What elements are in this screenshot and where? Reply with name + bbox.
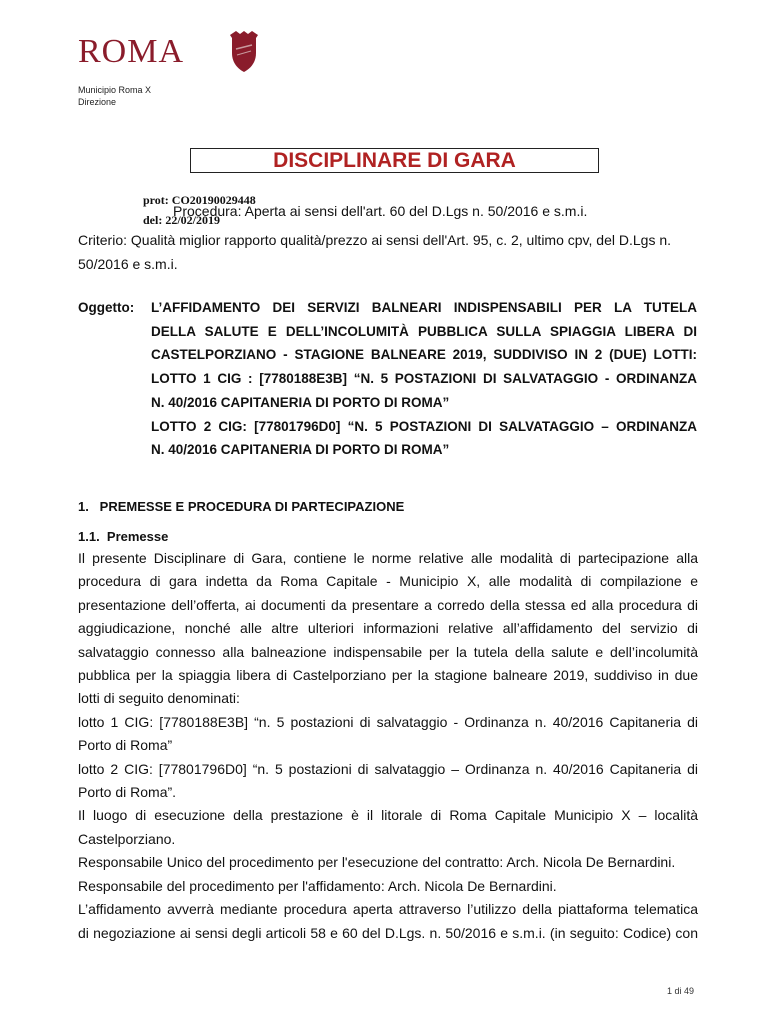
protocol-date: del: 22/02/2019 — [143, 213, 220, 227]
criterio-text: Criterio: Qualità miglior rapporto qualità/prezzo ai sensi dell'Art. 95, c. 2, ultimo cpv, del D.Lgs n. 50/2016 e s.m.i. — [78, 232, 672, 272]
oggetto-line: LOTTO 1 CIG : [7780188E3B] “N. 5 POSTAZIONI DI SALVATAGGIO - ORDINANZA — [151, 371, 697, 387]
body-line: aggiudicazione, nonché alle altre ulteriori informazioni relative all’affidamento del servizio di — [78, 620, 698, 637]
oggetto-line: N. 40/2016 CAPITANERIA DI PORTO DI ROMA” — [151, 442, 450, 458]
oggetto-line: L’AFFIDAMENTO DEI SERVIZI BALNEARI INDISPENSABILI PER LA TUTELA — [151, 300, 697, 315]
oggetto-body — [151, 296, 697, 462]
body-line: lotti di seguito denominati: — [78, 690, 240, 707]
body-line: di negoziazione ai sensi degli articoli 58 e 60 del D.Lgs. n. 50/2016 e s.m.i. (in seguito: Codice) con — [78, 924, 698, 941]
section-heading-1-1: 1.1. Premesse — [78, 529, 169, 544]
body-line: Responsabile Unico del procedimento per l'esecuzione del contratto: Arch. Nicola De Bernardini. — [78, 854, 676, 871]
logo-text: ROMA — [78, 33, 185, 70]
body-line: salvataggio connesso alla balneazione indispensabile per la tutela della salute e dell’incolumità — [78, 643, 698, 660]
page-number: 1 di 49 — [667, 986, 695, 996]
protocol-number: prot: CO20190029448 — [143, 193, 256, 207]
body-line: procedura di gara indetta da Roma Capitale - Municipio X, alle modalità di compilazione e — [78, 573, 698, 590]
body-text — [78, 547, 698, 945]
body-line: Castelporziano. — [78, 830, 176, 847]
body-line: Porto di Roma” — [78, 737, 173, 754]
body-line: Responsabile del procedimento per l'affidamento: Arch. Nicola De Bernardini. — [78, 877, 557, 894]
body-line: lotto 2 CIG: [77801796D0] “n. 5 postazioni di salvataggio – Ordinanza n. 40/2016 Capitaneria di — [78, 760, 698, 777]
procedura-text: Procedura: Aperta ai sensi dell'art. 60 del D.Lgs n. 50/2016 e s.m.i. — [173, 203, 588, 219]
oggetto-line: CASTELPORZIANO - STAGIONE BALNEARE 2019, SUDDIVISO IN 2 (DUE) LOTTI: — [151, 347, 697, 363]
body-line: presentazione dell’offerta, ai documenti da presentare a corredo della stessa ed alla procedura di — [78, 596, 698, 613]
section-heading-1: 1. PREMESSE E PROCEDURA DI PARTECIPAZIONE — [78, 499, 405, 514]
body-line: lotto 1 CIG: [7780188E3B] “n. 5 postazioni di salvataggio - Ordinanza n. 40/2016 Capitaneria di — [78, 713, 698, 730]
oggetto-line: LOTTO 2 CIG: [77801796D0] “N. 5 POSTAZIONI DI SALVATAGGIO – ORDINANZA — [151, 418, 697, 434]
office-line-2: Direzione — [78, 97, 117, 107]
document-title: DISCIPLINARE DI GARA — [273, 149, 516, 172]
body-line: pubblica per la spiaggia libera di Castelporziano per la stagione balneare 2019, suddiviso in due — [78, 667, 698, 684]
roma-crest-icon — [226, 31, 262, 73]
oggetto-label: Oggetto: — [78, 300, 135, 315]
body-line: L’affidamento avverrà mediante procedura aperta attraverso l’utilizzo della piattaforma telematica — [78, 901, 698, 918]
body-line: Il luogo di esecuzione della prestazione è il litorale di Roma Capitale Municipio X – località — [78, 807, 698, 824]
oggetto-line: N. 40/2016 CAPITANERIA DI PORTO DI ROMA” — [151, 394, 450, 410]
office-info — [78, 84, 151, 108]
office-line-1: Municipio Roma X — [78, 85, 152, 95]
oggetto-line: DELLA SALUTE E DELL’INCOLUMITÀ PUBBLICA SULLA SPIAGGIA LIBERA DI — [151, 323, 697, 339]
body-line: Il presente Disciplinare di Gara, contiene le norme relative alle modalità di partecipazione alla — [78, 550, 698, 566]
body-line: Porto di Roma”. — [78, 784, 177, 801]
